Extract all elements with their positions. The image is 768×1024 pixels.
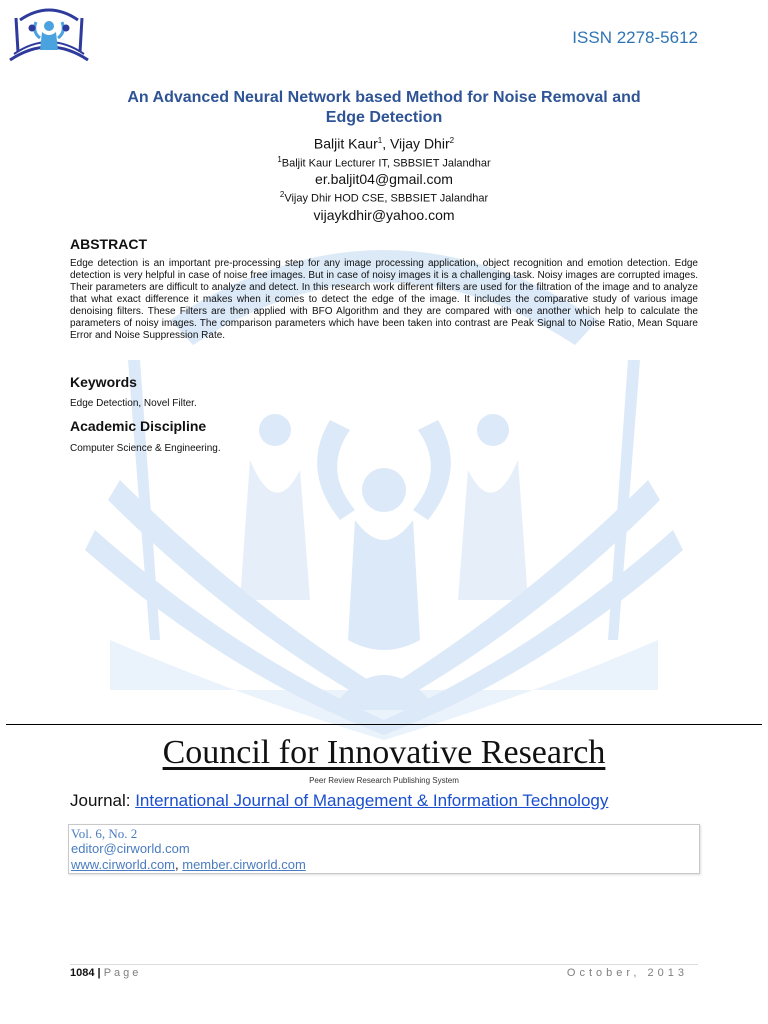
journal-logo-icon	[6, 4, 92, 66]
volume-issue: Vol. 6, No. 2	[71, 826, 138, 841]
abstract-heading: ABSTRACT	[70, 236, 147, 252]
page-number: 1084	[70, 967, 95, 979]
publisher-tagline: Peer Review Research Publishing System	[309, 776, 459, 785]
page-word: Page	[103, 967, 142, 979]
keywords-text: Edge Detection, Novel Filter.	[70, 398, 197, 409]
discipline-heading: Academic Discipline	[70, 418, 207, 434]
discipline-text: Computer Science & Engineering.	[70, 443, 221, 454]
email-1: er.baljit04@gmail.com	[315, 171, 453, 188]
abstract-text: Edge detection is an important pre-processing step for any image processing application, object recognition and emotion detection. Edge detection is very helpful in case of noise free images. But in case of noisy images it is a challenging task. Noisy images are corrupted images. Their parameters are difficult to analyze and detect. In this research work different filters are used for the filtration of the image and to analyze that what exact difference it makes when it comes to detect the edge of the image. It includes the comparative study of various image denoising filters. These Filters are then applied with BFO Algorithm and they are compared with one another which help to calculate the parameters of noisy images. The comparison parameters which have been taken into contrast are Peak Signal to Noise Ratio, Mean Square Error and Noise Suppression Rate.	[70, 258, 698, 341]
website-link[interactable]: www.cirworld.com	[71, 857, 176, 872]
author-block	[70, 132, 698, 224]
issue-date: October, 2013	[566, 967, 688, 979]
page-footer	[70, 967, 141, 979]
publication-info-box	[68, 824, 700, 874]
affiliation-1-text: Baljit Kaur Lecturer IT, SBBSIET Jalandhar	[281, 157, 491, 170]
journal-link[interactable]: International Journal of Management & Information Technology	[135, 791, 609, 810]
paper-title-line2: Edge Detection	[325, 109, 443, 126]
aff2-sup: 2	[279, 190, 285, 200]
author2-sup: 2	[449, 136, 455, 145]
affiliation-2-text: Vijay Dhir HOD CSE, SBBSIET Jalandhar	[284, 192, 489, 205]
issn-number: ISSN 2278-5612	[572, 28, 698, 47]
publisher-name: Council for Innovative Research	[162, 734, 606, 771]
aff1-sup: 1	[277, 154, 282, 164]
footer-bar: |	[97, 967, 101, 979]
author-names	[70, 132, 698, 153]
editor-email: editor@cirworld.com	[71, 841, 190, 856]
paper-title	[70, 88, 698, 128]
footer-divider	[70, 964, 698, 965]
paper-title-line1: An Advanced Neural Network based Method for Noise Removal and	[127, 89, 641, 106]
link-separator: ,	[175, 857, 183, 872]
affiliation-1	[70, 153, 698, 171]
website-links	[71, 857, 697, 873]
affiliation-2	[70, 188, 698, 206]
author2-name: , Vijay Dhir	[382, 135, 450, 152]
keywords-heading: Keywords	[70, 374, 137, 390]
author1-name: Baljit Kaur	[313, 135, 378, 152]
email-2: vijaykdhir@yahoo.com	[313, 206, 455, 223]
section-divider	[6, 724, 762, 725]
member-site-link[interactable]: member.cirworld.com	[182, 857, 306, 872]
journal-line	[70, 791, 608, 811]
journal-label: Journal:	[70, 791, 136, 810]
author1-sup: 1	[377, 136, 383, 145]
